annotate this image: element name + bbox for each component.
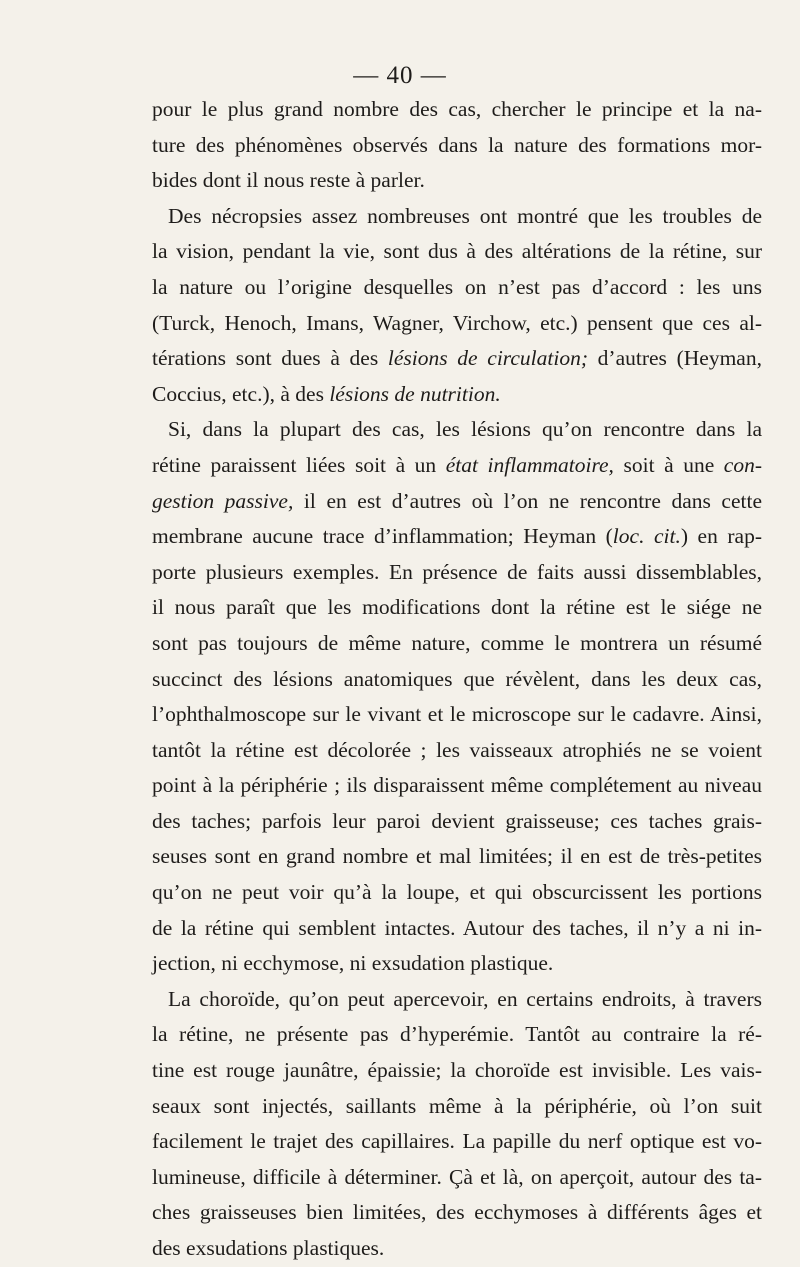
text-line — [152, 626, 762, 662]
text-segment: tantôt la rétine est décolorée ; les vaisseaux atrophiés ne se voient — [152, 737, 762, 762]
text-segment: succinct des lésions anatomiques que révèlent, dans les deux cas, — [152, 666, 762, 691]
text-line — [152, 484, 762, 520]
text-line — [152, 234, 762, 270]
text-segment: membrane aucune trace d’inflammation; Heyman ( — [152, 524, 613, 549]
text-line — [152, 839, 762, 875]
text-segment: pour le plus grand nombre des cas, chercher le principe et la na- — [152, 97, 762, 121]
body-text — [152, 92, 762, 1267]
text-segment: facilement le trajet des capillaires. La papille du nerf optique est vo- — [152, 1129, 762, 1154]
text-segment: seuses sont en grand nombre et mal limitées; il en est de très-petites — [152, 844, 762, 869]
text-segment: seaux sont injectés, saillants même à la périphérie, où l’on suit — [152, 1093, 762, 1118]
text-line — [152, 768, 762, 804]
text-line — [152, 946, 762, 982]
text-line — [152, 412, 762, 448]
text-segment: lumineuse, difficile à déterminer. Çà et là, on aperçoit, autour des ta- — [152, 1164, 762, 1189]
text-line — [152, 804, 762, 840]
text-line — [152, 128, 762, 164]
text-segment: la nature ou l’origine desquelles on n’est pas d’accord : les uns — [152, 274, 762, 299]
text-segment: soit à une — [613, 452, 724, 477]
text-segment: d’autres (Heyman, — [588, 346, 762, 371]
text-segment: ches graisseuses bien limitées, des ecchymoses à différents âges et — [152, 1200, 762, 1225]
text-line — [152, 270, 762, 306]
italic-text: lésions de nutrition. — [329, 381, 501, 406]
text-segment: la vision, pendant la vie, sont dus à des altérations de la rétine, sur — [152, 239, 762, 264]
text-line — [152, 1017, 762, 1053]
text-line — [152, 590, 762, 626]
text-line — [152, 1089, 762, 1125]
text-line — [152, 733, 762, 769]
text-segment: La choroïde, qu’on peut apercevoir, en certains endroits, à travers — [168, 986, 762, 1011]
page-number: — 40 — — [353, 62, 447, 89]
text-line — [152, 1231, 762, 1267]
text-segment: l’ophthalmoscope sur le vivant et le microscope sur le cadavre. Ainsi, — [152, 702, 762, 727]
text-segment: rétine paraissent liées soit à un — [152, 452, 446, 477]
text-line — [152, 163, 762, 199]
italic-text: loc. cit. — [612, 524, 681, 549]
text-segment: il nous paraît que les modifications dont la rétine est le siége ne — [152, 595, 762, 620]
text-line — [152, 1160, 762, 1196]
text-segment: Des nécropsies assez nombreuses ont montré que les troubles de — [168, 203, 762, 228]
text-line — [152, 1053, 762, 1089]
text-segment: ) en rap- — [680, 524, 762, 549]
text-segment: sont pas toujours de même nature, comme le montrera un résumé — [152, 630, 762, 655]
text-segment: qu’on ne peut voir qu’à la loupe, et qui obscurcissent les portions — [152, 880, 762, 905]
text-segment: point à la périphérie ; ils disparaissent même complétement au niveau — [152, 773, 762, 798]
italic-text: con- — [723, 452, 762, 477]
text-segment: des exsudations plastiques. — [152, 1236, 385, 1260]
text-segment: tine est rouge jaunâtre, épaissie; la choroïde est invisible. Les vais- — [152, 1058, 762, 1083]
text-line — [152, 1195, 762, 1231]
text-segment: il en est d’autres où l’on ne rencontre dans cette — [293, 488, 763, 513]
text-segment: la rétine, ne présente pas d’hyperémie. Tantôt au contraire la ré- — [152, 1022, 762, 1047]
text-line — [152, 341, 762, 377]
text-line — [152, 911, 762, 947]
italic-text: gestion passive, — [152, 488, 294, 513]
text-segment: Coccius, etc.), à des — [152, 381, 330, 406]
text-segment: porte plusieurs exemples. En présence de faits aussi dissemblables, — [152, 559, 762, 584]
text-segment: ture des phénomènes observés dans la nature des formations mor- — [152, 132, 762, 157]
text-segment: de la rétine qui semblent intactes. Autour des taches, il n’y a ni in- — [152, 915, 762, 940]
text-segment: bides dont il nous reste à parler. — [152, 168, 425, 193]
text-line — [152, 306, 762, 342]
text-line — [152, 199, 762, 235]
text-line — [152, 875, 762, 911]
text-segment: (Turck, Henoch, Imans, Wagner, Virchow, etc.) pensent que ces al- — [152, 310, 762, 335]
italic-text: état inflammatoire, — [445, 452, 614, 477]
text-line — [152, 519, 762, 555]
text-line — [152, 1124, 762, 1160]
text-line — [152, 662, 762, 698]
text-line — [152, 448, 762, 484]
text-line — [152, 555, 762, 591]
text-line — [152, 982, 762, 1018]
text-line — [152, 697, 762, 733]
text-line — [152, 377, 762, 413]
text-line — [152, 92, 762, 128]
text-segment: jection, ni ecchymose, ni exsudation plastique. — [152, 951, 554, 976]
text-segment: Si, dans la plupart des cas, les lésions qu’on rencontre dans la — [168, 417, 762, 442]
text-segment: térations sont dues à des — [152, 346, 388, 371]
text-segment: des taches; parfois leur paroi devient graisseuse; ces taches grais- — [152, 808, 762, 833]
italic-text: lésions de circulation; — [387, 346, 588, 371]
